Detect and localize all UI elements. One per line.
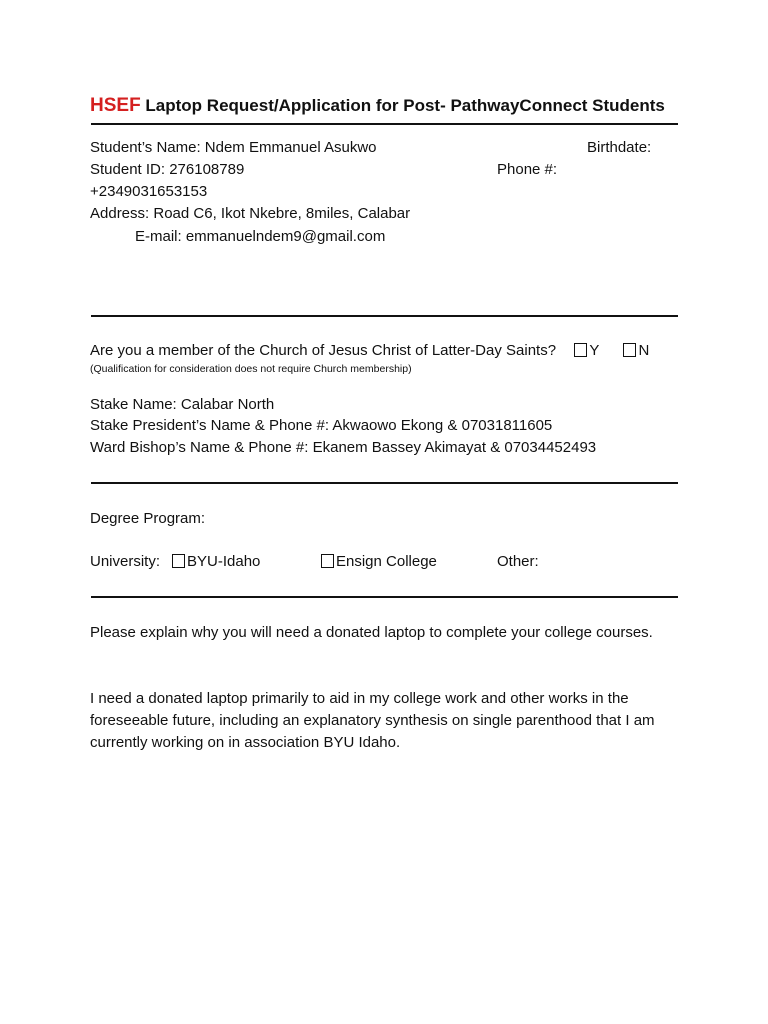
explanation-prompt: Please explain why you will need a donated laptop to complete your college courses. (90, 624, 653, 641)
explanation-answer: I need a donated laptop primarily to aid in my college work and other works in the foreseeable future, including an explanatory synthesis on single parenthood that I am currently working on in association BYU Idaho. (90, 690, 655, 751)
birthdate-label: Birthdate: (587, 139, 652, 156)
stake-name: Stake Name: Calabar North (90, 396, 275, 413)
ward-bishop: Ward Bishop’s Name & Phone #: Ekanem Bassey Akimayat & 07034452493 (90, 439, 597, 456)
ensign-college-checkbox[interactable] (321, 554, 334, 568)
other-label: Other: (497, 553, 539, 570)
ensign-college-option (321, 551, 437, 573)
church-question (90, 340, 649, 362)
section-divider-1 (91, 315, 678, 317)
address: Address: Road C6, Ikot Nkebre, 8miles, Calabar (90, 205, 411, 222)
member-yes-checkbox[interactable] (574, 343, 587, 357)
phone-label: Phone #: (497, 161, 558, 178)
stake-president: Stake President’s Name & Phone #: Akwaowo Ekong & 07031811605 (90, 417, 553, 434)
section-divider-3 (91, 596, 678, 598)
form-title-text: Laptop Request/Application for Post- PathwayConnect Students (140, 96, 665, 115)
byu-idaho-option (172, 551, 260, 573)
membership-note: (Qualification for consideration does not require Church membership) (90, 363, 412, 375)
student-name: Student’s Name: Ndem Emmanuel Asukwo (90, 139, 377, 156)
email: E-mail: emmanuelndem9@gmail.com (135, 228, 386, 245)
phone-value: +2349031653153 (90, 183, 208, 200)
byu-idaho-label: BYU-Idaho (187, 553, 261, 570)
ensign-college-label: Ensign College (336, 553, 437, 570)
form-title (90, 95, 665, 117)
member-no-checkbox[interactable] (623, 343, 636, 357)
student-id: Student ID: 276108789 (90, 161, 245, 178)
university-label: University: (90, 553, 161, 570)
member-yes-label: Y (589, 342, 600, 359)
church-question-text: Are you a member of the Church of Jesus Christ of Latter-Day Saints? (90, 342, 557, 359)
section-divider-2 (91, 482, 678, 484)
title-divider (91, 123, 678, 125)
degree-program-label: Degree Program: (90, 510, 206, 527)
member-no-label: N (638, 342, 650, 359)
brand-name: HSEF (90, 95, 141, 116)
byu-idaho-checkbox[interactable] (172, 554, 185, 568)
